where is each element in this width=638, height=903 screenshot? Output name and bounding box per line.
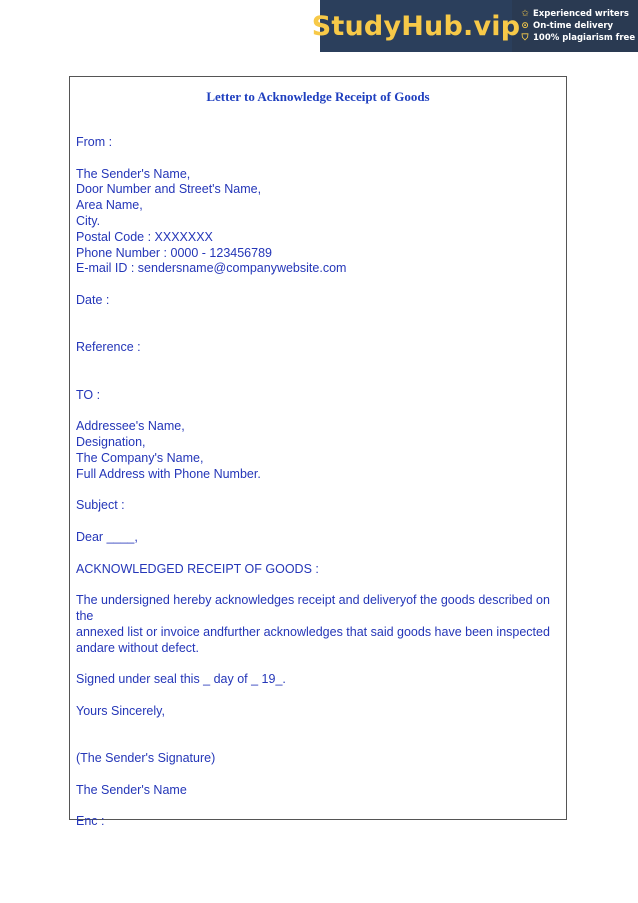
to-label: TO :: [76, 387, 101, 402]
subject-label: Subject :: [76, 498, 125, 513]
feature-item: [520, 9, 638, 19]
sender-name-closing: The Sender's Name: [76, 782, 187, 797]
date-label: Date :: [76, 292, 110, 307]
letter-body: [76, 135, 556, 830]
feature-item: [520, 21, 638, 31]
feature-text: Experienced writers: [533, 9, 629, 19]
brand-logo[interactable]: [311, 0, 521, 52]
feature-text: On-time delivery: [533, 21, 614, 31]
enc-label: Enc :: [76, 814, 105, 829]
letter-frame: [69, 76, 567, 829]
body-line: annexed list or invoice andfurther acknowledges that said goods have been inspected: [76, 624, 550, 639]
body-line: andare without defect.: [76, 640, 199, 655]
clock-icon: ⊙: [521, 21, 529, 31]
sender-name: The Sender's Name,: [76, 166, 191, 181]
letter-title: Letter to Acknowledge Receipt of Goods: [206, 89, 430, 104]
addressee-address: Full Address with Phone Number.: [76, 466, 261, 481]
from-label: From :: [76, 135, 113, 149]
sender-email: E-mail ID : sendersname@companywebsite.com: [76, 261, 347, 276]
star-icon: ✩: [521, 9, 529, 19]
sender-postal-code: Postal Code : XXXXXXX: [76, 229, 213, 244]
addressee-company: The Company's Name,: [76, 450, 204, 465]
salutation: Dear ____,: [76, 529, 138, 544]
promo-banner[interactable]: [311, 0, 638, 52]
shield-icon: ⛉: [521, 33, 529, 43]
brand-name: StudyHub.vip: [311, 10, 521, 42]
reference-label: Reference :: [76, 340, 141, 355]
addressee-name: Addressee's Name,: [76, 419, 185, 434]
addressee-designation: Designation,: [76, 435, 146, 450]
signature-placeholder: (The Sender's Signature): [76, 751, 216, 766]
signed-line: Signed under seal this _ day of _ 19_.: [76, 672, 286, 687]
feature-item: [520, 33, 638, 43]
sender-street: Door Number and Street's Name,: [76, 182, 262, 197]
closing: Yours Sincerely,: [76, 703, 165, 718]
section-heading: ACKNOWLEDGED RECEIPT OF GOODS :: [76, 561, 319, 576]
sender-area: Area Name,: [76, 198, 143, 213]
feature-list: [512, 9, 638, 43]
feature-text: 100% plagiarism free: [533, 33, 636, 43]
body-line: The undersigned hereby acknowledges receipt and deliveryof the goods described on the: [76, 593, 554, 623]
sender-phone: Phone Number : 0000 - 123456789: [76, 245, 272, 260]
sender-city: City.: [76, 213, 101, 228]
